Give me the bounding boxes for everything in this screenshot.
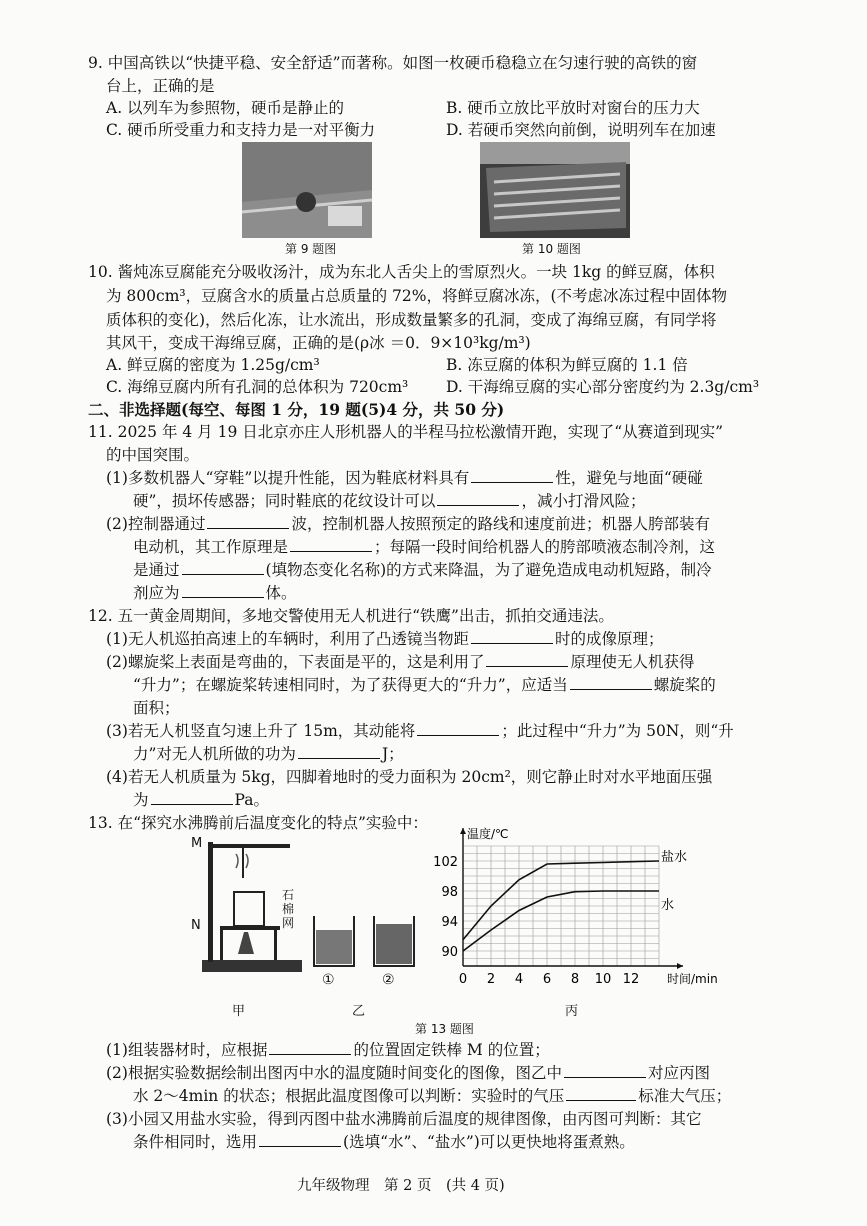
q12-part2-line2	[133, 675, 716, 695]
beakers-yi	[308, 912, 418, 972]
q13-p1-text-a: (1)组装器材时，应根据	[106, 1041, 268, 1059]
q10-option-a: A. 鲜豆腐的密度为 1.25g/cm³	[106, 356, 320, 374]
answer-blank[interactable]	[417, 721, 499, 736]
q12-part3-line2	[133, 744, 404, 764]
q10-option-d: D. 干海绵豆腐的实心部分密度约为 2.3g/cm³	[446, 378, 760, 396]
answer-blank[interactable]	[437, 491, 519, 506]
q11-p2-text-f: (填物态变化名称)的方式来降温，为了避免造成电动机短路，制冷	[265, 561, 712, 579]
q11-p2-text-a: (2)控制器通过	[106, 515, 206, 533]
q11-p2-text-e: 是通过	[133, 561, 180, 579]
q12-p2-text-a: (2)螺旋桨上表面是弯曲的，下表面是平的，这是利用了	[106, 653, 485, 671]
q13-p1-text-b: 的位置固定铁棒 M 的位置；	[353, 1041, 550, 1059]
q10-line2: 为 800cm³，豆腐含水的质量占总质量的 72%，将鲜豆腐冰冻，(不考虑冰冻过程中固体物	[106, 287, 728, 305]
x-tick-label: 2	[486, 972, 496, 987]
q12-p4-text-b: 为	[133, 791, 149, 809]
answer-blank[interactable]	[298, 744, 380, 759]
q12-p1-text-a: (1)无人机巡拍高速上的车辆时，利用了凸透镜当物距	[106, 630, 469, 648]
q11-part2-line3	[133, 560, 712, 580]
fig13-caption: 第 13 题图	[415, 1022, 474, 1036]
answer-blank[interactable]	[486, 652, 568, 667]
x-axis-label: 时间/min	[667, 972, 718, 986]
q12-line1: 12. 五一黄金周期间，多地交警使用无人机进行“铁鹰”出击，抓拍交通违法。	[88, 607, 614, 625]
q12-p2-text-d: 螺旋桨的	[653, 676, 716, 694]
q13-part3-line2	[133, 1132, 635, 1152]
q13-part3-line1: (3)小园又用盐水实验，得到丙图中盐水沸腾前后温度的规律图像，由丙图可判断：其它	[106, 1110, 702, 1128]
q12-p3-text-a: (3)若无人机竖直匀速上升了 15m，其动能将	[106, 722, 416, 740]
page-footer: 九年级物理 第 2 页 (共 4 页)	[297, 1178, 505, 1194]
label-asbestos-net	[282, 888, 294, 930]
x-axis-arrow	[677, 963, 683, 969]
q12-p3-text-d: J；	[381, 745, 404, 763]
label-net-char3: 网	[282, 916, 295, 930]
q9-stem-line2: 台上，正确的是	[106, 77, 215, 95]
q13-p2-text-c: 水 2～4min 的状态；根据此温度图像可以判断：实验时的气压	[133, 1087, 565, 1105]
q12-p3-text-b: ；此过程中“升力”为 50N，则“升	[501, 722, 734, 740]
answer-blank[interactable]	[269, 1040, 351, 1055]
q11-p1-text-c: 硬”，损坏传感器；同时鞋底的花纹设计可以	[133, 492, 436, 510]
q11-p1-text-a: (1)多数机器人“穿鞋”以提升性能，因为鞋底材料具有	[106, 469, 470, 487]
q13-p3-text-b: 条件相同时，选用	[133, 1133, 258, 1151]
series-label-0: 盐水	[661, 850, 688, 865]
answer-blank[interactable]	[151, 790, 233, 805]
q12-part2-line1	[106, 652, 694, 672]
q11-line1: 11. 2025 年 4 月 19 日北京亦庄人形机器人的半程马拉松激情开跑，实现了“从赛道到现实”	[88, 423, 724, 441]
q10-line3: 质体积的变化)，然后化冻，让水流出，形成数量繁多的孔洞，变成了海绵豆腐，有同学将	[106, 311, 717, 329]
q9-stem-line1: 9. 中国高铁以“快捷平稳、安全舒适”而著称。如图一枚硬币稳稳立在匀速行驶的高铁的窗	[88, 54, 698, 72]
x-tick-label: 12	[622, 972, 640, 987]
beaker2-label: ②	[382, 972, 395, 988]
q11-part1-line1	[106, 468, 703, 488]
q13-p2-text-b: 对应丙图	[647, 1064, 710, 1082]
answer-blank[interactable]	[471, 629, 553, 644]
q11-part2-line4	[133, 583, 297, 603]
q9-option-c: C. 硬币所受重力和支持力是一对平衡力	[106, 121, 376, 139]
q12-part1	[106, 629, 663, 649]
q9-option-a: A. 以列车为参照物，硬币是静止的	[106, 99, 345, 117]
q13-part2-line1	[106, 1063, 710, 1083]
y-tick-label: 90	[441, 945, 458, 960]
q9-coin-photo	[242, 142, 372, 238]
q11-part2-line2	[133, 537, 715, 557]
x-tick-label: 4	[514, 972, 524, 987]
answer-blank[interactable]	[471, 468, 553, 483]
x-tick-label: 6	[542, 972, 552, 987]
caption-jia: 甲	[232, 1004, 246, 1019]
x-tick-label: 10	[594, 972, 612, 987]
q12-p2-text-b: 原理使无人机获得	[570, 653, 695, 671]
q12-p3-text-c: 力”对无人机所做的功为	[133, 745, 296, 763]
label-net-char1: 石	[282, 888, 295, 902]
y-tick-label: 98	[441, 885, 458, 900]
caption-bing: 丙	[565, 1004, 579, 1019]
q11-p1-text-b: 性，避免与地面“硬碰	[555, 469, 703, 487]
q13-p2-text-d: 标准大气压；	[638, 1087, 732, 1105]
label-net-char2: 棉	[282, 902, 295, 916]
answer-blank[interactable]	[182, 583, 264, 598]
beaker1-label: ①	[322, 972, 335, 988]
x-tick-label: 8	[570, 972, 580, 987]
q13-part2-line2	[133, 1086, 731, 1106]
fig10-caption: 第 10 题图	[522, 242, 581, 256]
y-axis-arrow	[460, 828, 466, 834]
q12-p1-text-b: 时的成像原理；	[554, 630, 664, 648]
q11-p2-text-h: 体。	[265, 584, 297, 602]
q10-line4: 其风干，变成干海绵豆腐，正确的是(ρ冰 ＝0．9×10³kg/m³)	[106, 334, 531, 352]
answer-blank[interactable]	[290, 537, 372, 552]
q10-line1: 10. 酱炖冻豆腐能充分吸收汤汁，成为东北人舌尖上的雪原烈火。一块 1kg 的鲜豆腐，体积	[88, 263, 715, 281]
q11-part1-line2	[133, 491, 645, 511]
q12-part3-line1	[106, 721, 734, 741]
answer-blank[interactable]	[182, 560, 264, 575]
answer-blank[interactable]	[564, 1063, 646, 1078]
answer-blank[interactable]	[566, 1086, 636, 1101]
label-n: N	[191, 918, 201, 933]
temperature-chart	[425, 826, 725, 996]
q11-p1-text-d: ，减小打滑风险；	[521, 492, 646, 510]
q13-p3-text-c: (选填“水”、“盐水”)可以更快地将蛋煮熟。	[343, 1133, 635, 1151]
q12-part2-line3: 面积；	[133, 699, 180, 717]
q9-option-b: B. 硬币立放比平放时对窗台的压力大	[446, 99, 700, 117]
section-heading: 二、非选择题(每空、每图 1 分，19 题(5)4 分，共 50 分)	[88, 400, 505, 419]
q11-p2-text-b: 波，控制机器人按照预定的路线和速度前进；机器人胯部装有	[291, 515, 710, 533]
q11-part2-line1	[106, 514, 710, 534]
q9-option-d: D. 若硬币突然向前倒，说明列车在加速	[446, 121, 716, 139]
q13-p2-text-a: (2)根据实验数据绘制出图丙中水的温度随时间变化的图像，图乙中	[106, 1064, 562, 1082]
q11-p2-text-g: 剂应为	[133, 584, 180, 602]
fig9-caption: 第 9 题图	[285, 242, 337, 256]
q11-line2: 的中国突围。	[106, 446, 200, 464]
y-axis-label: 温度/℃	[467, 827, 509, 841]
q12-p4-text-c: Pa。	[234, 791, 269, 809]
x-tick-label: 0	[458, 972, 468, 987]
q10-option-c: C. 海绵豆腐内所有孔洞的总体积为 720cm³	[106, 378, 409, 396]
q11-p2-text-d: ；每隔一段时间给机器人的胯部喷液态制冷剂，这	[374, 538, 716, 556]
label-m: M	[191, 836, 203, 851]
q12-part4-line2	[133, 790, 269, 810]
q10-option-b: B. 冻豆腐的体积为鲜豆腐的 1.1 倍	[446, 356, 688, 374]
q13-line1: 13. 在“探究水沸腾前后温度变化的特点”实验中：	[88, 814, 428, 832]
q10-tofu-photo	[480, 142, 630, 238]
q12-part4-line1: (4)若无人机质量为 5kg，四脚着地时的受力面积为 20cm²，则它静止时对水平地面压强	[106, 768, 713, 786]
caption-yi: 乙	[352, 1004, 366, 1019]
answer-blank[interactable]	[570, 675, 652, 690]
answer-blank[interactable]	[207, 514, 289, 529]
series-label-1: 水	[661, 898, 675, 913]
answer-blank[interactable]	[259, 1132, 341, 1147]
q12-p2-text-c: “升力”；在螺旋桨转速相同时，为了获得更大的“升力”，应适当	[133, 676, 568, 694]
y-tick-label: 102	[433, 855, 458, 870]
q13-part1	[106, 1040, 550, 1060]
q11-p2-text-c: 电动机，其工作原理是	[133, 538, 289, 556]
y-tick-label: 94	[441, 915, 458, 930]
